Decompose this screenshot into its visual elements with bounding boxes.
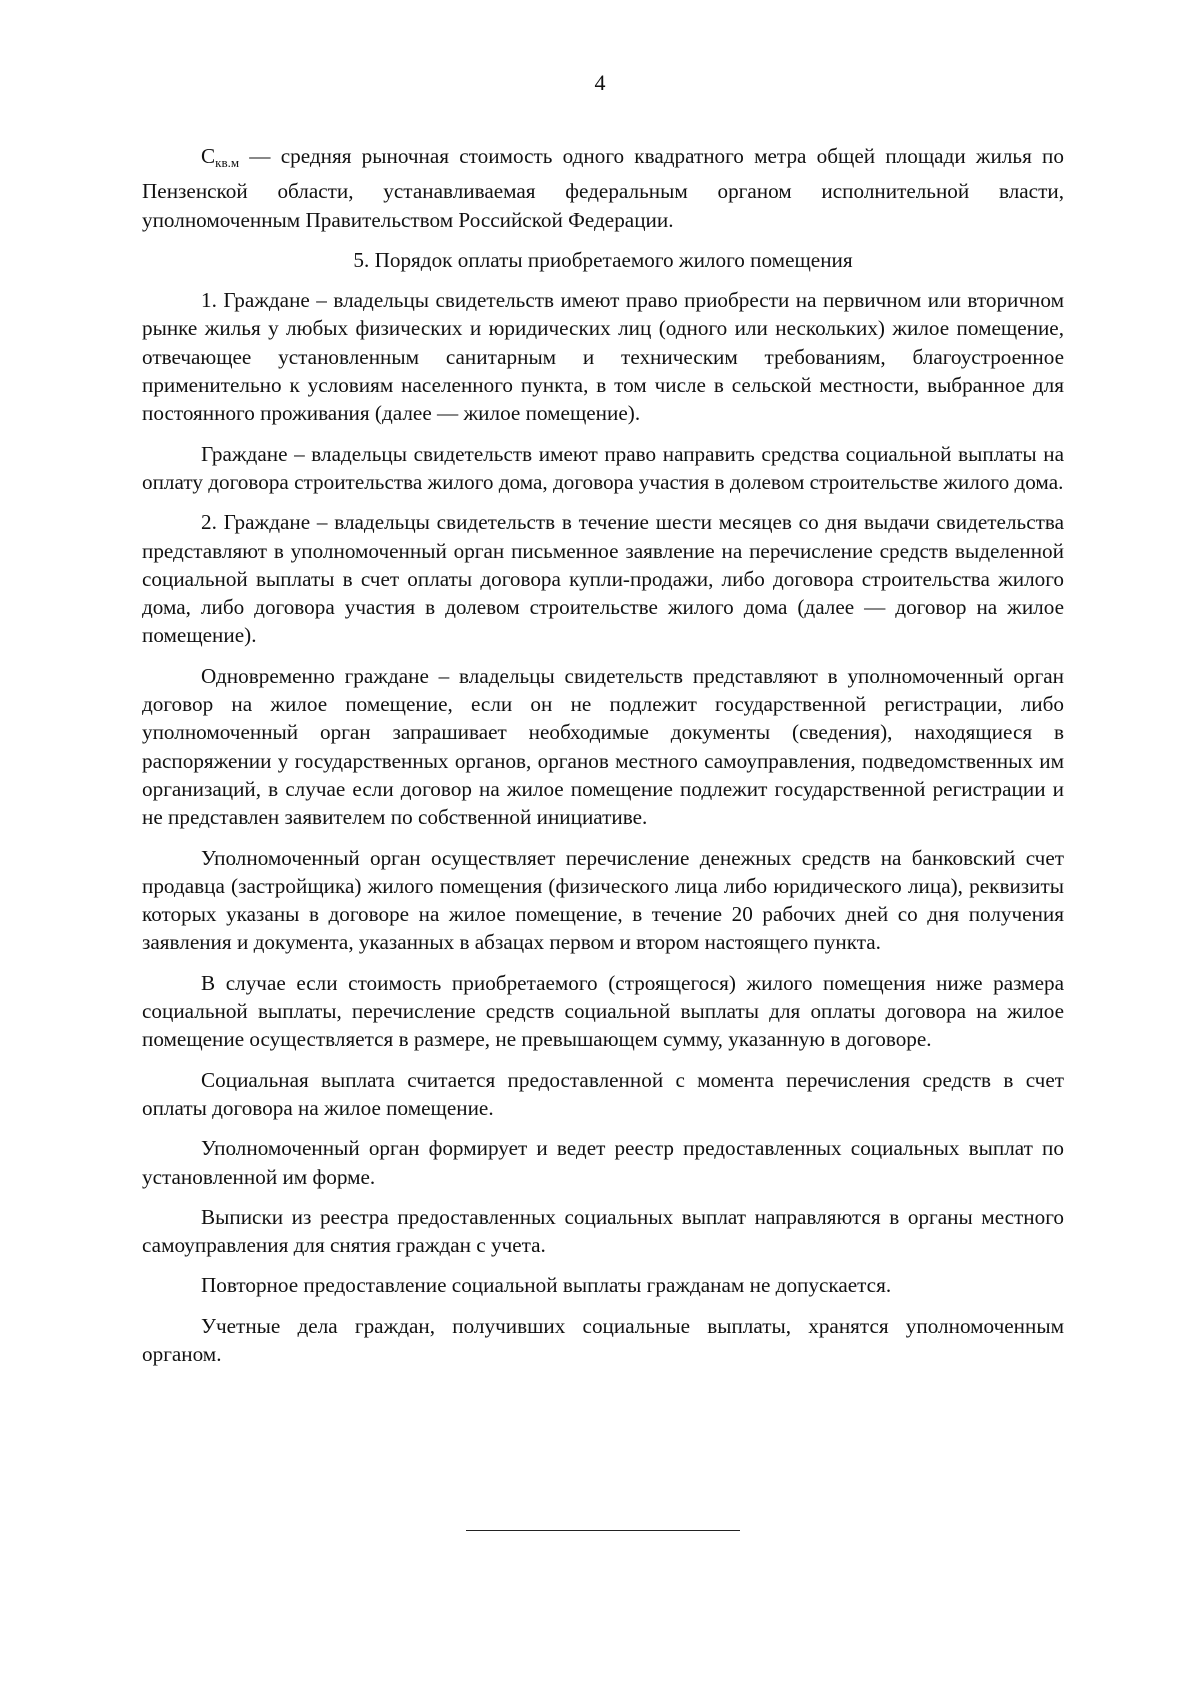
paragraph: Уполномоченный орган осуществляет перечисление денежных средств на банковский счет продавца (застройщика) жилого помещения (физического лица либо юридического лица), реквизиты которых указаны в договоре на жилое помещение, в течение 20 рабочих дней со дня получения заявления и документа, указанных в абзацах первом и втором настоящего пункта. (142, 845, 1064, 955)
paragraph: Граждане – владельцы свидетельств имеют право направить средства социальной выплаты на оплату договора строительства жилого дома, договора участия в долевом строительстве жилого дома. (142, 441, 1064, 494)
paragraph: Повторное предоставление социальной выплаты гражданам не допускается. (201, 1273, 892, 1298)
paragraph: 2. Граждане – владельцы свидетельств в течение шести месяцев со дня выдачи свидетельства представляют в уполномоченный орган письменное заявление на перечисление средств выделенной социальной выплаты в счет оплаты договора купли-продажи, либо договора строительства жилого дома, либо договора участия в долевом строительстве жилого дома (далее — договор на жилое помещение). (142, 510, 1064, 648)
formula-definition-text: — средняя рыночная стоимость одного квадратного метра общей площади жилья по Пензенской области, устанавливаемая федеральным органом исполнительной власти, уполномоченным Правительством Российской Федерации. (142, 144, 1064, 232)
document-body (142, 142, 1064, 1380)
paragraph: В случае если стоимость приобретаемого (строящегося) жилого помещения ниже размера социальной выплаты, перечисление средств социальной выплаты для оплаты договора на жилое помещение осуществляется в размере, не превышающем сумму, указанную в договоре. (142, 970, 1064, 1052)
paragraph: 1. Граждане – владельцы свидетельств имеют право приобрести на первичном или вторичном рынке жилья у любых физических и юридических лиц (одного или нескольких) жилое помещение, отвечающее установленным санитарным и техническим требованиям, благоустроенное применительно к условиям населенного пункта, в том числе в сельской местности, выбранное для постоянного проживания (далее — жилое помещение). (142, 288, 1064, 426)
formula-definition (142, 142, 1064, 234)
paragraph: Социальная выплата считается предоставленной с момента перечисления средств в счет оплаты договора на жилое помещение. (142, 1067, 1064, 1120)
paragraph: Учетные дела граждан, получивших социальные выплаты, хранятся уполномоченным органом. (142, 1313, 1064, 1366)
section-title: 5. Порядок оплаты приобретаемого жилого помещения (353, 247, 853, 272)
paragraph: Выписки из реестра предоставленных социальных выплат направляются в органы местного самоуправления для снятия граждан с учета. (142, 1204, 1064, 1258)
formula-symbol: С (201, 144, 216, 168)
end-rule (466, 1530, 740, 1531)
paragraph: Уполномоченный орган формирует и ведет реестр предоставленных социальных выплат по установленной им форме. (142, 1136, 1064, 1189)
page-number: 4 (594, 70, 606, 95)
formula-subscript: кв.м (215, 155, 240, 170)
paragraph: Одновременно граждане – владельцы свидетельств представляют в уполномоченный орган договор на жилое помещение, если он не подлежит государственной регистрации, либо уполномоченный орган запрашивает необходимые документы (сведения), находящиеся в распоряжении у государственных органов, органов местного самоуправления, подведомственных им организаций, в случае если договор на жилое помещение подлежит государственной регистрации и не представлен заявителем по собственной инициативе. (142, 663, 1064, 830)
